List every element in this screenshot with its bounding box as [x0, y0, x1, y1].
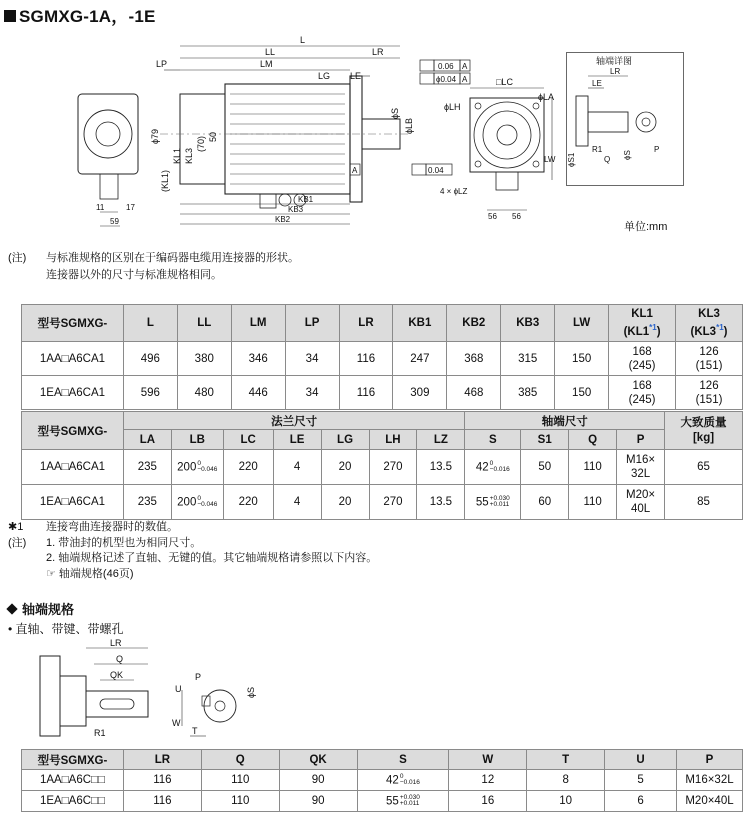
detail-LE-label: LE — [592, 79, 602, 88]
dim-phi79-label: ϕ79 — [150, 128, 160, 144]
dim-50-label: 50 — [208, 131, 218, 142]
gdt-perpendicularity-value: 0.04 — [428, 166, 444, 175]
key-dim-R1-label: R1 — [94, 728, 106, 738]
detail-S1-label: ϕS1 — [567, 152, 576, 167]
dim-LP-label: LP — [156, 59, 168, 69]
detail-Q-label: Q — [604, 155, 611, 164]
detail-LR-label: LR — [610, 67, 621, 76]
left-rear-view-shape — [78, 94, 138, 174]
dim-KB2-label: KB2 — [275, 215, 291, 224]
dim-kl1-label: KL1 — [172, 147, 182, 164]
key-dim-LR-label: LR — [110, 638, 122, 648]
shaft-spec-subtitle: • 直轴、带键、带螺孔 — [8, 622, 124, 636]
diamond-bullet-icon — [6, 603, 17, 614]
dim-kl1-paren-label: (KL1) — [160, 169, 170, 192]
table-row: 1EA□A6C□□ 116 110 90 55 +0.030 +0.011 16 10 6 M20×40L — [22, 791, 743, 812]
table1-header-cell: KB3 — [501, 305, 555, 342]
dim-LW-label: LW — [544, 155, 556, 164]
dimensions-table-1 — [21, 304, 743, 410]
dim-phiLB-label: ϕLB — [404, 117, 414, 134]
table1-header-cell: LW — [555, 305, 609, 342]
table1-header-cell: LR — [339, 305, 393, 342]
dimensions-table-2 — [21, 411, 743, 520]
table1-header-cell: KB2 — [447, 305, 501, 342]
dim-LH-label: ϕLH — [444, 102, 461, 112]
table2-shaft-group-header: 轴端尺寸 — [465, 412, 665, 430]
shaft-detail-title: 轴端详图 — [596, 56, 633, 66]
dim-LG-label: LG — [318, 71, 331, 81]
detail-S-label: ϕS — [623, 150, 632, 160]
table-row: 1AA□A6C□□ 116 110 90 42 0 −0.016 12 8 5 M16×32L — [22, 770, 743, 791]
table-row: 1EA□A6CA1 596 480 446 34 116 309 468 385 150 168 (245) 126 (151) — [22, 376, 743, 410]
table2-model-header: 型号SGMXG- — [22, 412, 124, 450]
dim-70-label: (70) — [196, 135, 206, 152]
shaft-detail-drawing — [566, 52, 684, 186]
detail-P-label: P — [654, 145, 660, 154]
table2-flange-group-header: 法兰尺寸 — [123, 412, 464, 430]
table-row: 1EA□A6CA1 235 200 0 −0.046 220 4 20 270 13.5 55 +0.030 +0.011 60 110 M20× 40L 85 — [22, 485, 743, 520]
key-dim-U-label: U — [175, 684, 182, 694]
dim-LC-label: □LC — [496, 77, 513, 87]
key-dim-Q-label: Q — [116, 654, 124, 664]
footnotes-block — [8, 520, 377, 582]
footnote-note-tag: (注) — [8, 536, 27, 549]
table1-header-kl1: KL1 (KL1$^{*1}$) — [609, 305, 676, 342]
motor-side-view-drawing — [60, 24, 468, 234]
key-dim-T-label: T — [192, 726, 198, 736]
table2-mass-header: 大致质量 [kg] — [665, 412, 743, 450]
table1-header-cell: LM — [231, 305, 285, 342]
motor-body-shape — [225, 84, 350, 194]
flange-shape — [350, 76, 362, 202]
key-dim-W-label: W — [172, 718, 181, 728]
shaft-detail-frame — [567, 53, 684, 186]
page-title: SGMXG-1A，-1E — [4, 2, 156, 27]
table1-header-cell: L — [123, 305, 177, 342]
shaft-spec-table — [21, 749, 743, 812]
detail-R1-label: R1 — [592, 145, 603, 154]
dim-LA-label: ϕLA — [538, 92, 555, 102]
gdt-concentricity-value: ϕ0.04 — [436, 75, 457, 84]
unit-label: 单位:mm — [624, 221, 668, 233]
table2-group-row — [22, 412, 743, 430]
footnote-note-2: 2. 轴端规格记述了直轴、无键的值。其它轴端规格请参照以下内容。 — [46, 552, 378, 564]
footnote-note-1: 1. 带油封的机型也为相同尺寸。 — [46, 536, 202, 549]
table1-header-cell: LP — [285, 305, 339, 342]
shaft-spec-section-title: 轴端规格 — [6, 599, 74, 618]
notes-block — [8, 250, 299, 284]
dim-59-label: 59 — [110, 217, 119, 226]
table-row: 1AA□A6CA1 235 200 0 −0.046 220 4 20 270 13.5 42 0 −0.016 50 110 M16× 32L 65 — [22, 450, 743, 485]
table1-header-cell: LL — [177, 305, 231, 342]
footnote-star-text: 连接弯曲连接器时的数值。 — [46, 521, 178, 533]
gdt-concentricity-datum: A — [462, 75, 468, 84]
keyed-shaft-drawing — [30, 636, 270, 748]
keyway-shape — [100, 699, 134, 709]
dim-LE-label: LE — [350, 71, 362, 81]
key-dim-P-label: P — [195, 672, 202, 682]
gdt-runout-value: 0.06 — [438, 62, 454, 71]
footnote-page-reference-link[interactable]: ☞ 轴端规格(46页) — [46, 567, 134, 580]
keyed-shaft-body-shape — [86, 691, 148, 717]
notes-line-2: 连接器以外的尺寸与标准规格相同。 — [46, 269, 222, 281]
key-dim-QK-label: QK — [110, 670, 124, 680]
dim-56-left-label: 56 — [488, 212, 497, 221]
dim-LR-label: LR — [372, 47, 384, 57]
table1-header-kl3: KL3 (KL3$^{*1}$) — [676, 305, 743, 342]
dim-LZ-label: 4 × ϕLZ — [440, 187, 468, 196]
datum-A-label: A — [352, 166, 358, 175]
flange-square-shape — [470, 98, 544, 172]
key-dim-phiS-label: ϕS — [246, 686, 256, 698]
table3-header-row: 型号SGMXG- LR Q QK S W T U P — [22, 750, 743, 770]
gdt-runout-datum: A — [462, 62, 468, 71]
table1-header-cell: KB1 — [393, 305, 447, 342]
dim-phiS-label: ϕS — [390, 107, 400, 119]
notes-line-1: 与标准规格的区别在于编码器电缆用连接器的形状。 — [46, 252, 299, 264]
dim-KB3-label: KB3 — [288, 205, 304, 214]
keyed-shaft-flange-shape — [40, 656, 60, 736]
notes-tag: (注) — [8, 252, 27, 264]
dim-11-label: 11 — [96, 203, 105, 212]
dim-LL-label: LL — [265, 47, 276, 57]
dim-56-right-label: 56 — [512, 212, 521, 221]
dim-L-label: L — [300, 35, 306, 45]
table1-header-row — [22, 305, 743, 342]
dim-KB1-label: KB1 — [298, 195, 314, 204]
flange-front-view-drawing — [440, 70, 565, 220]
square-bullet-icon — [4, 10, 16, 22]
table1-header-cell: 型号SGMXG- — [22, 305, 124, 342]
table-row: 1AA□A6CA1 496 380 346 34 116 247 368 315 150 168 (245) 126 (151) — [22, 342, 743, 376]
table2-sub-header-row: LA LB LC LE LG LH LZ S S1 Q P — [22, 430, 743, 450]
dim-LM-label: LM — [260, 59, 273, 69]
dim-17-label: 17 — [126, 203, 135, 212]
dim-kl3-label: KL3 — [184, 147, 194, 164]
footnote-star-tag: ✱1 — [8, 521, 24, 533]
